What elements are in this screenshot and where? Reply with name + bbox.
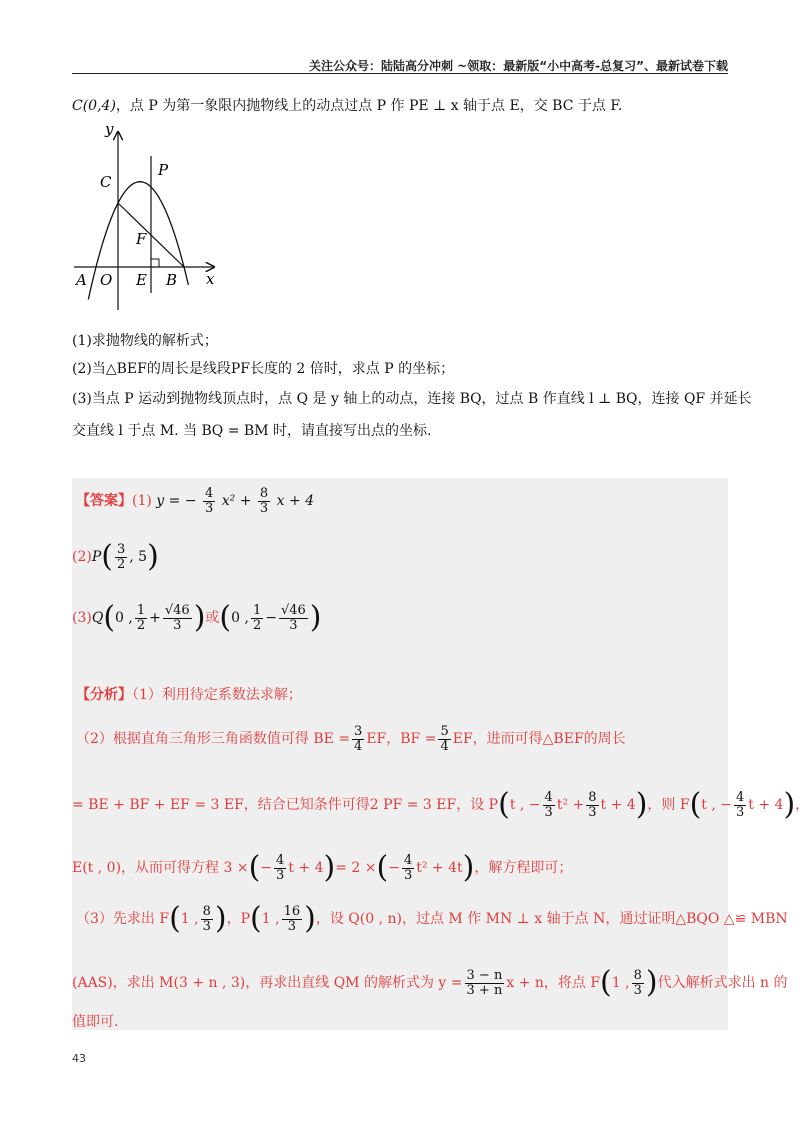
analysis-s5-comma: ， — [226, 911, 241, 927]
answer-tag: 【答案】 — [76, 493, 132, 510]
answer-3-plus: + — [149, 610, 161, 626]
analysis-s4-frac-1 — [274, 854, 286, 882]
frac-den: 3 — [259, 500, 269, 516]
analysis-s6-one: 1 , — [611, 975, 630, 991]
frac-den: 3 — [202, 918, 211, 934]
answer-1-frac-2 — [258, 487, 270, 515]
analysis-s5-one: 1 , — [180, 911, 199, 927]
frac-num: 16 — [283, 903, 301, 919]
question-2: (2)当△BEF的周长是线段PF长度的 2 倍时，求点 P 的坐标； — [72, 361, 455, 377]
answer-1-frac-1 — [203, 487, 215, 515]
frac-den: 4 — [440, 738, 449, 754]
analysis-s5-tail: ，设 Q(0 , n)，过点 M 作 MN ⊥ x 轴于点 N，通过证明△BQO △≌ MBN — [315, 911, 788, 927]
analysis-s3-mid: t² + — [556, 797, 585, 813]
analysis-s2-pre: （2）根据直角三角形三角函数值可得 BE = — [76, 731, 351, 748]
answer-1 — [76, 487, 314, 515]
analysis-5: （3）先求出 F(1 , $\frac{8}{3}$ )，P(1 , $\frac{16}{3}$ )，设 Q(0 , n)，过点 M 作 MN ⊥ x 轴于点 N，通过证明△BQO △≌ MBN — [76, 901, 788, 936]
frac-den: 2 — [116, 556, 126, 572]
analysis-s2-frac-2 — [438, 725, 450, 753]
frac-num: 3 − n — [466, 967, 503, 983]
analysis-3: = BE + BF + EF = 3 EF，结合已知条件可得2 PF = 3 EF，设 P(t , − $\frac{4}{3}$ t² + $\frac{8}{3}$ t + 4)，则 F(t , − $\frac{4}{3}$ t + 4)， — [72, 787, 809, 822]
label-o: O — [100, 271, 113, 289]
frac-num: 5 — [440, 724, 449, 739]
answer-3-minus: − — [265, 610, 277, 626]
answer-2-p: P — [91, 549, 102, 565]
answer-3-prefix: (3) — [72, 610, 92, 626]
frac-den: 3 — [173, 617, 182, 633]
analysis-6: (AAS)，求出 M(3 + n , 3)，再求出直线 QM 的解析式为 y = $\frac{3 - n}{3 + n}$ x + n，将点 F(1 , $\frac{8}{3}$ )代入解析式求出 n 的 — [72, 965, 788, 1000]
page-header: 关注公众号：陆陆高分冲刺 ~领取：最新版“小中高考-总复习”、最新试卷下载 — [309, 59, 728, 73]
parabola-figure — [72, 118, 232, 318]
right-angle-mark — [151, 259, 159, 267]
analysis-s2-tail: EF，进而可得△BEF的周长 — [452, 731, 626, 748]
frac-den: 3 — [633, 982, 642, 998]
answer-1-prefix: (1) — [132, 493, 152, 510]
answer-2-frac — [115, 543, 127, 571]
frac-num: 8 — [633, 967, 642, 983]
analysis-s4-end: ，解方程即可； — [474, 860, 573, 876]
frac-num: 8 — [259, 486, 269, 501]
problem-intro — [72, 96, 622, 116]
label-y: y — [105, 120, 114, 138]
analysis-s4-frac-2 — [402, 854, 414, 882]
analysis-s3-tail: t + 4 — [600, 797, 636, 813]
analysis-s3-end: ， — [795, 797, 809, 813]
answer-2-tail: , 5 — [129, 549, 148, 565]
frac-den: 2 — [252, 617, 262, 633]
answer-3-or: 或 — [205, 610, 220, 626]
analysis-s4-t2: t² + 4t — [416, 860, 463, 876]
frac-num: 1 — [252, 602, 262, 618]
analysis-s2-mid: EF，BF = — [366, 731, 437, 748]
frac-den: 3 — [289, 617, 298, 633]
frac-den: 3 — [736, 804, 745, 820]
label-c: C — [100, 173, 112, 191]
question-3-line-1: (3)当点 P 运动到抛物线顶点时，点 Q 是 y 轴上的动点，连接 BQ，过点 B 作直线 l ⊥ BQ，连接 QF 并延长 — [72, 391, 752, 407]
analysis-s3-then: ，则 F — [647, 797, 690, 813]
analysis-s4-neg: − — [260, 860, 273, 876]
question-1: (1)求抛物线的解析式； — [72, 333, 218, 349]
answer-3-zero: 0 , — [115, 610, 133, 626]
frac-num: 1 — [136, 602, 146, 618]
frac-num: 4 — [544, 789, 553, 805]
analysis-tag: 【分析】 — [76, 687, 132, 703]
frac-num: 4 — [403, 852, 413, 868]
page-number: 43 — [72, 1052, 86, 1065]
frac-num: 3 — [116, 541, 126, 557]
frac-den: 2 — [136, 617, 146, 633]
analysis-4: E(t , 0)，从而可得方程 3 ×(− $\frac{4}{3}$ t + 4)= 2 ×(− $\frac{4}{3}$ t² + 4t)，解方程即可； — [72, 850, 573, 885]
analysis-s3-pre: = BE + BF + EF = 3 EF，结合已知条件可得2 PF = 3 EF，设 P — [72, 797, 499, 813]
analysis-7: 值即可. — [72, 1014, 119, 1030]
answer-panel — [72, 478, 728, 1030]
frac-num: 4 — [276, 852, 285, 868]
analysis-s6-tail: 代入解析式求出 n 的 — [657, 975, 788, 991]
answer-3-zero-2: 0 , — [231, 610, 249, 626]
answer-3-frac-b — [163, 604, 192, 632]
frac-num: √46 — [280, 602, 306, 618]
answer-1-lhs: y = − — [156, 493, 197, 510]
frac-num: √46 — [164, 602, 190, 618]
answer-3-frac-c — [251, 604, 263, 632]
analysis-s4-pre: E(t , 0)，从而可得方程 3 × — [72, 860, 249, 876]
label-f: F — [136, 230, 147, 248]
analysis-s5-frac-1 — [201, 905, 213, 933]
analysis-s3-ftail: t + 4 — [748, 797, 784, 813]
analysis-s4-neg2: − — [388, 860, 400, 876]
analysis-s5-p: P — [240, 911, 251, 927]
frac-num: 4 — [205, 486, 214, 501]
frac-num: 3 — [354, 724, 363, 739]
analysis-s3-t: t , − — [509, 797, 541, 813]
analysis-2 — [76, 725, 626, 753]
frac-num: 4 — [736, 789, 745, 805]
frac-den: 3 — [403, 867, 413, 883]
analysis-s6-mid: x + n，将点 F — [506, 975, 601, 991]
answer-3: (3)Q(0 , $\frac{1}{2}$ + $\frac{√46}{3}$ )或(0 , $\frac{1}{2}$ − $\frac{√46}{3}$ ) — [72, 600, 322, 635]
frac-den: 3 — [544, 804, 553, 820]
analysis-s3-frac-3 — [734, 791, 746, 819]
label-p: P — [158, 161, 169, 179]
point-c: C(0,4) — [72, 98, 116, 114]
analysis-s4-t: t + 4 — [288, 860, 324, 876]
answer-3-frac-a — [135, 604, 147, 632]
analysis-s1: （1）利用待定系数法求解； — [132, 687, 302, 703]
answer-1-tail: x + 4 — [276, 493, 315, 510]
frac-den: 3 — [276, 867, 285, 883]
answer-1-mid: x² + — [221, 493, 252, 510]
analysis-s6-pre: (AAS)，求出 M(3 + n , 3)，再求出直线 QM 的解析式为 y = — [72, 975, 463, 991]
frac-den: 3 — [287, 918, 296, 934]
frac-den: 3 — [205, 500, 214, 516]
frac-num: 8 — [202, 903, 211, 919]
answer-2: (2)P( $\frac{3}{2}$ , 5) — [72, 539, 159, 574]
frac-den: 4 — [354, 738, 363, 754]
frac-den: 3 + n — [466, 982, 503, 998]
header-rule — [72, 73, 728, 74]
analysis-s3-ft: t , − — [701, 797, 733, 813]
intro-text: ，点 P 为第一象限内抛物线上的动点过点 P 作 PE ⊥ x 轴于点 E，交 BC 于点 F. — [115, 98, 623, 114]
frac-num: 8 — [588, 789, 597, 805]
analysis-1 — [76, 685, 302, 705]
analysis-s4-eq: = 2 × — [335, 860, 377, 876]
analysis-s3-frac-1 — [543, 791, 555, 819]
analysis-s5-pre: （3）先求出 F — [76, 911, 170, 927]
frac-den: 3 — [588, 804, 597, 820]
label-b: B — [166, 271, 178, 289]
analysis-s3-frac-2 — [586, 791, 598, 819]
analysis-s6-frac-2 — [632, 969, 644, 997]
analysis-s6-frac-1 — [465, 969, 505, 997]
label-e: E — [136, 271, 147, 289]
answer-2-prefix: (2) — [72, 549, 92, 565]
analysis-s5-frac-2 — [282, 905, 303, 933]
label-x: x — [206, 270, 215, 288]
analysis-s5-one-2: 1 , — [261, 911, 280, 927]
analysis-s2-frac-1 — [352, 725, 364, 753]
answer-3-q: Q — [91, 610, 104, 626]
label-a: A — [76, 271, 87, 289]
answer-3-frac-d — [279, 604, 308, 632]
question-3-line-2: 交直线 l 于点 M. 当 BQ = BM 时，请直接写出点的坐标. — [72, 423, 432, 439]
